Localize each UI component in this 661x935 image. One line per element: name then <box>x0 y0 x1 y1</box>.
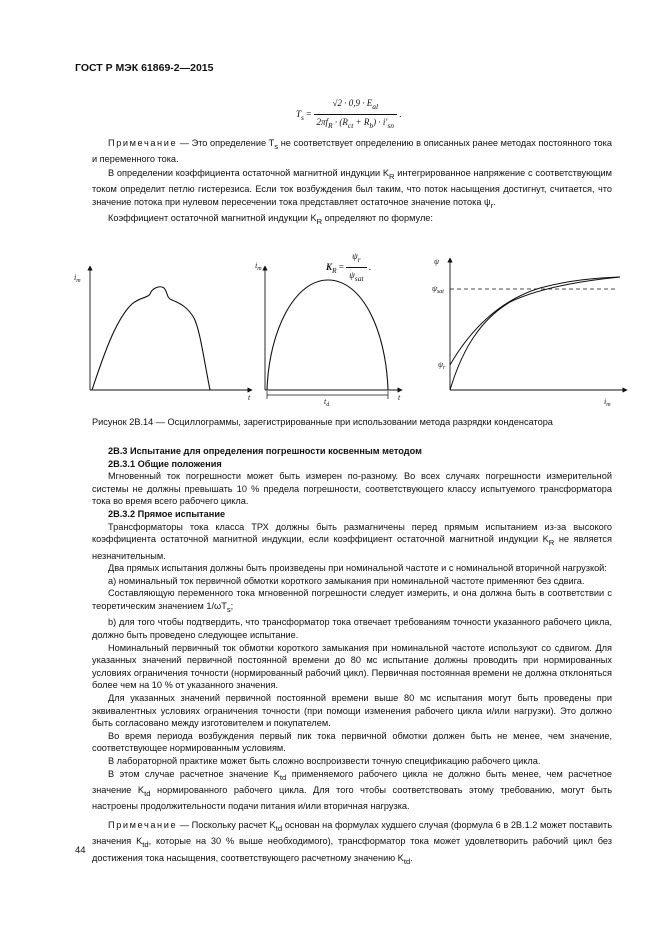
note-2-b: основан на формулах худшего случая (формула 6 в 2В.1.2 может поставить значения K <box>92 819 612 847</box>
formula-kr-den-sub: sat <box>354 274 364 284</box>
note-2-label: Примечание <box>108 819 178 830</box>
figure-caption: Рисунок 2В.14 — Осциллограммы, зарегистрированные при использовании метода разрядки конденсатора <box>92 417 553 427</box>
para-g-a: В этом случае расчетное значение K <box>108 768 280 779</box>
graph-1-ylabel-main: i <box>74 273 77 282</box>
formula-kr-den: ψ <box>349 270 355 281</box>
heading-2b3: 2В.3 Испытание для определения погрешности косвенным методом <box>108 446 422 456</box>
formula-ts-lhs-sub: s <box>301 112 304 122</box>
graph-2-span-sub: d <box>326 402 330 408</box>
formula-ts-lhs: T <box>296 108 302 119</box>
formula-ts-den-rest: · (R <box>332 117 348 128</box>
graph-2-ylabel-main: i <box>255 261 258 270</box>
graph-3-tick-sat-sub: sat <box>436 289 444 295</box>
para-general: Мгновенный ток погрешности может быть измерен по-разному. Во всех случаях погрешности измерительной системы не должны превышать 10 % предела погрешности, соответствующего классу испытуемого трансформатора тока во время всего рабочего цикла. <box>92 471 612 507</box>
note-2-a-sub: td <box>275 823 283 833</box>
graph-3-tick-sat <box>432 284 444 295</box>
para-1-a-sub: R <box>388 171 395 181</box>
para-item-a2-b: ; <box>230 600 234 611</box>
heading-2b32: 2В.3.2 Прямое испытание <box>108 508 226 519</box>
graph-2-ylabel-sub: m <box>257 266 262 272</box>
graph-2-span-main: t <box>324 397 327 406</box>
note-1-text: — Это определение T <box>177 138 275 148</box>
para-1-c: . <box>493 197 496 208</box>
page-number: 44 <box>75 845 86 856</box>
graph-2-ylabel <box>255 261 262 272</box>
oscillogram-figure <box>70 250 630 410</box>
graph-2-span <box>324 397 330 408</box>
graph-3-xlabel <box>604 397 611 408</box>
para-g-b: применяемого рабочего цикла не должно быть менее, чем расчетное значение K <box>92 768 613 795</box>
para-item-a2 <box>92 587 612 616</box>
graph-2 <box>255 261 401 408</box>
para-e: Во время периода возбуждения первый пик тока первичной обмотки должен быть не менее, чем значение, соответствующее нормированным условиям. <box>92 730 612 754</box>
section-2b3 <box>92 445 612 868</box>
para-2-a-sub: R <box>316 217 323 227</box>
formula-ts-den-ct: ct <box>347 121 354 131</box>
note-2-c-sub: td <box>403 856 411 866</box>
formula-ts-num: √2 · 0,9 · E <box>332 98 373 108</box>
formula-kr-lhs: K <box>326 261 333 272</box>
para-f: В лабораторной практике может быть сложно воспроизвести точную спецификацию рабочего цикла. <box>108 755 541 766</box>
para-item-a2-a: Составляющую переменного тока мгновенной погрешности следует измерить, и она должна быть в соответствии с теоретическим значением 1/ωT <box>92 588 612 611</box>
formula-ts-fraction <box>314 97 398 133</box>
graph-3-tick-r <box>438 360 446 371</box>
para-direct-1-a: Трансформаторы тока класса ТРХ должны быть размагничены перед прямым испытанием из-за высокого коэффициента остаточной магнитной индукции, если коэффициент остаточной магнитной индукции K <box>92 521 612 545</box>
note-2-a: — Поскольку расчет K <box>177 819 276 830</box>
note-2-c: , которые на 30 % выше необходимого), трансформатор тока может удовлетворить рабочий цикл без достижения тока насыщения, соответствующего расчетному значению K <box>92 836 612 863</box>
para-1 <box>92 167 612 229</box>
para-2-a: Коэффициент остаточной магнитной индукции K <box>108 213 317 224</box>
note-2-d: . <box>410 852 413 863</box>
graph-3-tick-r-sub: r <box>442 365 446 371</box>
graph-1-xlabel: t <box>248 393 251 402</box>
para-item-a2-sub: s <box>226 604 231 614</box>
formula-ts-den-close: ) · i′ <box>373 117 388 128</box>
formula-kr-lhs-sub: R <box>332 265 337 275</box>
formula-ts-den-plus: + R <box>353 117 370 128</box>
page-header: ГОСТ Р МЭК 61869-2—2015 <box>75 62 214 74</box>
note-2 <box>92 819 612 868</box>
note-1-label: Примечание <box>108 138 178 148</box>
graph-3-xlabel-main: i <box>604 397 607 406</box>
para-1-b-sub: r <box>490 200 494 210</box>
formula-kr-num-sub: r <box>357 254 361 264</box>
para-g-a-sub: td <box>279 772 287 782</box>
graph-3-xlabel-sub: m <box>606 402 611 408</box>
para-direct-1-b: не является незначительным. <box>92 534 613 561</box>
graph-2-xlabel: t <box>398 393 401 402</box>
para-1-b: интегрированное напряжение с соответствующим током определит петлю гистерезиса. Если ток возбуждения был таким, что поток насыщения достигнут, считается, что значение потока при нулевом пересечении тока представляет остаточное значение потока ψ <box>92 168 612 208</box>
graph-3 <box>432 257 625 408</box>
graph-1-ylabel-sub: m <box>76 278 81 284</box>
formula-ts-den-sn: sn <box>387 121 395 131</box>
formula-ts-den: 2πf <box>316 117 329 128</box>
heading-2b31: 2В.3.1 Общие положения <box>108 458 222 469</box>
para-direct-2: Два прямых испытания должны быть произведены при номинальной частоте и с номинальной вторичной нагрузкой: <box>108 563 607 574</box>
para-d: Для указанных значений первичной постоянной времени выше 80 мс испытания могут быть проведены при эквивалентных условиях ограничения точности (при помощи изменения рабочего цикла и/или нагрузки). Это должно быть согласовано между изготовителем и покупателем. <box>92 692 612 729</box>
para-item-a: а) номинальный ток первичной обмотки короткого замыкания при номинальной частоте применяют без сдвига. <box>108 575 585 586</box>
para-g-b-sub: td <box>144 788 151 798</box>
para-2-b: определяют по формуле: <box>322 213 433 224</box>
note-1 <box>92 137 612 166</box>
para-direct-1-sub: R <box>548 537 555 547</box>
graph-3-tick-r-main: ψ <box>438 360 443 369</box>
para-c: Номинальный первичный ток обмотки короткого замыкания при номинальной частоте используют со сдвигом. Для указанных значений первичной постоянной времени до 80 мс испытание должны проводить при нормированных условиях ограничения точности (нормированный рабочий цикл). Первичная постоянная времени не должна отклоняться более чем на 10 % от указанного значения. <box>92 642 612 691</box>
graph-1-ylabel <box>74 273 81 284</box>
graph-1 <box>74 268 251 402</box>
formula-ts-num-sub: al <box>372 101 379 111</box>
formula-kr: $K_R$ = $\frac{\psi_r}{\psi_{sat}}$ . <box>326 250 371 286</box>
note-1-rest: не соответствует определению в описанных ранее методах постоянного тока и переменного тока. <box>92 138 612 165</box>
note-2-b-sub: td <box>142 840 149 850</box>
graph-3-ylabel: ψ <box>434 257 439 266</box>
note-1-sub: s <box>274 141 279 151</box>
formula-ts: $T_s$ = $\frac{√2 \cdot 0,9 \cdot E_{al}}{2\pi f_R \cdot (R_{ct} + R_b) \cdot i'_{sn}}$ . <box>296 97 402 133</box>
formula-kr-num: ψ <box>352 251 358 261</box>
para-direct-1 <box>92 521 612 563</box>
formula-ts-den-b: b <box>369 121 374 131</box>
formula-ts-den-sub: R <box>328 121 333 131</box>
para-g <box>92 768 612 813</box>
para-1-a: В определении коэффициента остаточной магнитной индукции K <box>108 168 389 178</box>
para-item-b: b) для того чтобы подтвердить, что трансформатор тока отвечает требованиям точности указанного рабочего цикла, должно быть проведено следующее испытание. <box>92 617 612 640</box>
graph-3-tick-sat-main: ψ <box>432 284 437 293</box>
para-g-c: нормированного рабочего цикла. Для того чтобы соответствовать этому требованию, могут быть настроены продолжительности подачи питания и/или вторичная нагрузка. <box>92 784 612 812</box>
